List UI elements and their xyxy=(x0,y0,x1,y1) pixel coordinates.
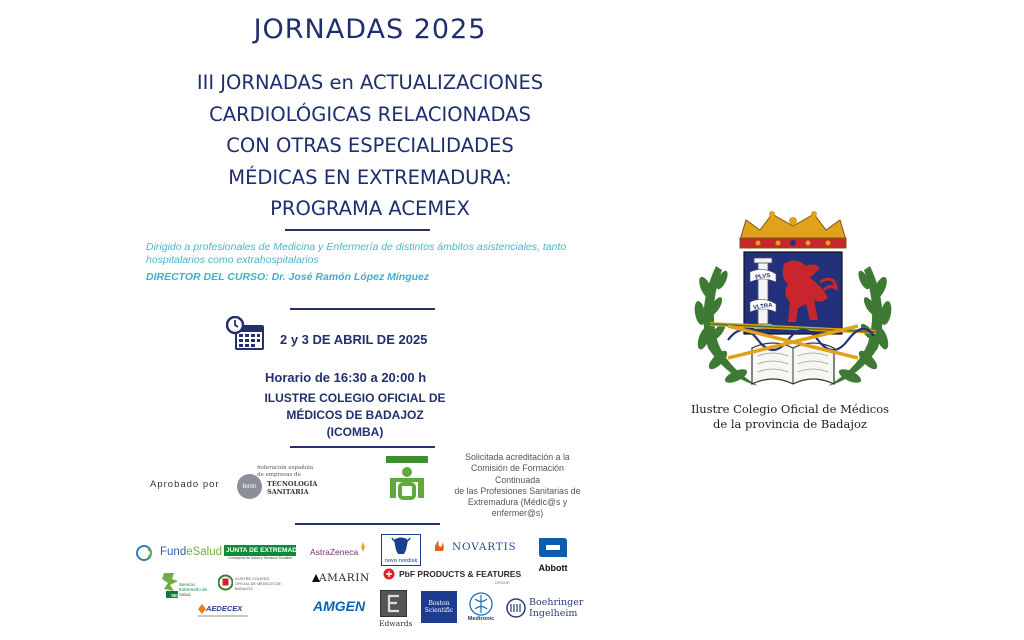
fundesalud-text-a: Fund xyxy=(160,546,187,558)
pf-text: PbF PRODUCTS & FEATURES xyxy=(399,569,522,579)
novartis-logo xyxy=(433,539,519,555)
edwards-e-icon xyxy=(381,591,406,616)
boehringer-icon xyxy=(506,598,526,618)
boehringer-text xyxy=(529,597,583,619)
astrazeneca-text: AstraZeneca xyxy=(310,547,359,557)
pf-subtext: GROUP xyxy=(495,580,510,585)
divider xyxy=(295,523,440,525)
aedecex-logo xyxy=(198,604,250,620)
accreditation-line: Solicitada acreditación a la xyxy=(465,452,570,462)
medtronic-icon xyxy=(467,592,495,616)
accreditation-line: Comisión de Formación Continuada xyxy=(471,463,564,485)
crest-caption-line: de la provincia de Badajoz xyxy=(713,417,867,431)
novonordisk-text: novo nordisk xyxy=(384,558,418,564)
calendar-clock-icon xyxy=(226,316,268,352)
event-subtitle xyxy=(110,67,630,225)
crest-mini-icon xyxy=(218,574,233,591)
junta-text: JUNTA DE EXTREMADURA xyxy=(226,547,312,554)
accreditation-commission-logo xyxy=(386,456,428,500)
ses-logo xyxy=(160,571,208,601)
ses-badge-text: SES xyxy=(171,593,181,598)
fenin-line: federación española xyxy=(257,465,314,471)
icomba-small-logo xyxy=(218,574,284,594)
course-director: DIRECTOR DEL CURSO: Dr. José Ramón López Mínguez xyxy=(146,271,430,283)
apis-bull-icon xyxy=(382,535,420,557)
medtronic-logo xyxy=(465,592,497,626)
subtitle-line: CARDIOLÓGICAS RELACIONADAS xyxy=(209,102,531,126)
subtitle-line: CON OTRAS ESPECIALIDADES xyxy=(226,134,514,157)
venue-line: ILUSTRE COLEGIO OFICIAL DE xyxy=(264,391,446,405)
amgen-text: AMGEN xyxy=(313,598,366,614)
event-venue xyxy=(250,390,460,441)
subtitle-line: PROGRAMA ACEMEX xyxy=(270,197,470,220)
crest-motto-top: PLVS xyxy=(754,272,771,282)
boston-scientific-logo xyxy=(421,591,457,623)
amarin-text: AMARIN xyxy=(319,572,370,584)
accreditation-line: Extremadura (Médic@s y xyxy=(467,497,568,508)
venue-line: (ICOMBA) xyxy=(326,425,384,439)
boehringer-line: Boehringer xyxy=(529,597,584,608)
venue-line: MÉDICOS DE BADAJOZ xyxy=(286,408,424,422)
boston-scientific-text: Boston Scientific xyxy=(424,600,454,614)
divider xyxy=(290,308,435,310)
fenin-emblem: fenin xyxy=(237,474,262,499)
divider xyxy=(285,229,430,231)
medical-college-crest xyxy=(688,208,898,400)
novonordisk-logo xyxy=(381,534,421,566)
subtitle-line: III JORNADAS en ACTUALIZACIONES xyxy=(196,71,544,94)
fenin-text xyxy=(257,465,313,478)
abbott-text: Abbott xyxy=(538,563,568,573)
edwards-emblem xyxy=(380,590,407,617)
pf-icon xyxy=(382,568,396,580)
edwards-logo xyxy=(379,590,413,630)
novartis-flame-icon xyxy=(433,539,445,553)
medtronic-text: Medtronic xyxy=(467,616,495,622)
pf-logo xyxy=(382,568,522,588)
aedecex-underline xyxy=(198,615,248,617)
amgen-logo xyxy=(313,598,365,616)
abbott-icon xyxy=(536,535,570,561)
astrazeneca-icon xyxy=(358,542,368,552)
fenin-logo xyxy=(237,463,357,499)
crest-caption-line: Ilustre Colegio Oficial de Médicos xyxy=(690,402,890,416)
fundesalud-icon xyxy=(136,544,156,562)
junta-extremadura-logo xyxy=(224,545,312,565)
fenin-line: TECNOLOGÍA SANITARIA xyxy=(267,480,318,496)
novartis-text: NOVARTIS xyxy=(452,541,517,553)
subtitle-line: MÉDICAS EN EXTREMADURA: xyxy=(228,165,512,189)
accreditation-line: de las Profesiones Sanitarias de xyxy=(454,485,581,496)
crest-motto-bottom: VLTRA xyxy=(752,302,773,312)
amarin-logo xyxy=(312,572,372,586)
icomba-small-text: ILUSTRE COLEGIO OFICIAL DE MÉDICOS DE BADAJOZ xyxy=(235,577,282,591)
audience-text: Dirigido a profesionales de Medicina y Enfermería de distintos ámbitos asistenciales, tanto hospitalarios como extrahospitalarios xyxy=(146,241,567,266)
approved-by-label: Aprobado por xyxy=(150,479,220,490)
divider xyxy=(290,446,435,448)
astrazeneca-logo xyxy=(310,542,370,558)
event-date: 2 y 3 DE ABRIL DE 2025 xyxy=(280,332,428,347)
crown-icon xyxy=(740,211,846,248)
crest-caption xyxy=(680,402,900,432)
edwards-text: Edwards xyxy=(379,619,413,628)
boehringer-line: Ingelheim xyxy=(529,608,578,619)
aedecex-text: AEDECEX xyxy=(206,604,243,613)
event-schedule: Horario de 16:30 a 20:00 h xyxy=(265,370,427,385)
fenin-line: de empresas de xyxy=(257,471,301,478)
ses-text: Servicio Extremeño de Salud xyxy=(179,582,208,597)
abbott-logo xyxy=(534,535,572,575)
event-title: JORNADAS 2025 xyxy=(253,14,487,45)
accreditation-note xyxy=(450,452,585,520)
boehringer-logo xyxy=(506,596,582,620)
fundesalud-text-b: eSalud xyxy=(186,546,223,558)
junta-subtext: Consejería de Salud y Servicios Sociales xyxy=(228,556,292,560)
accreditation-line: enfermer@s) xyxy=(491,508,544,519)
shield-icon xyxy=(744,252,842,334)
fundesalud-logo xyxy=(136,544,223,564)
aedecex-icon xyxy=(198,604,206,614)
